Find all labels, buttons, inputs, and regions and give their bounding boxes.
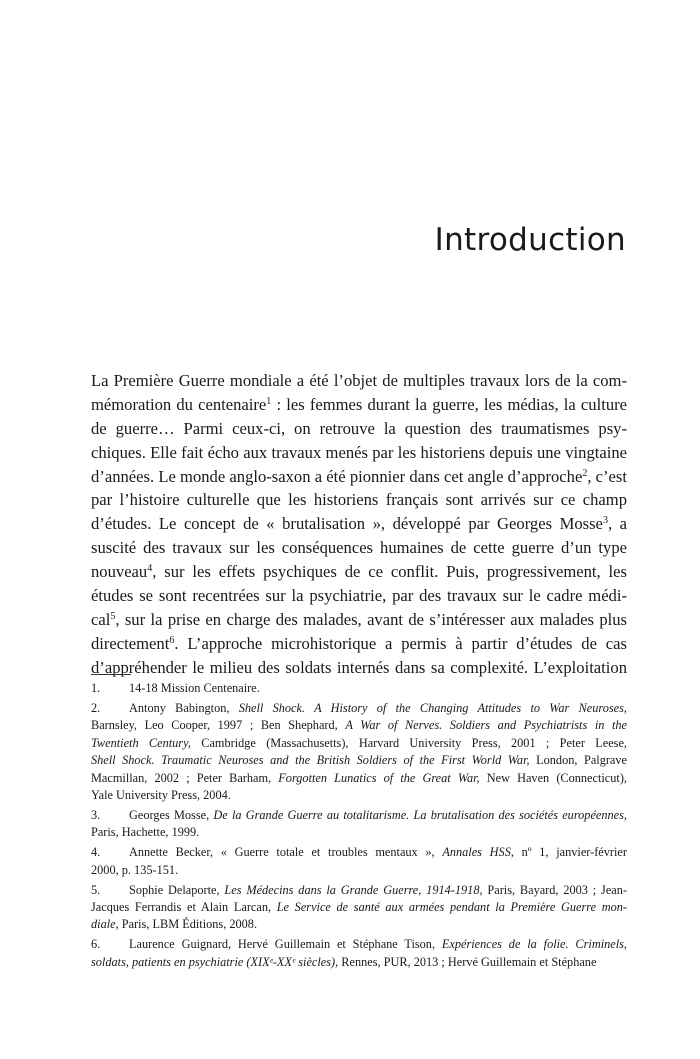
citation-title: Annales HSS, xyxy=(442,845,514,860)
chapter-title: Introduction xyxy=(434,222,626,258)
footnote-line xyxy=(91,752,627,769)
body-line xyxy=(91,560,627,584)
body-text-segment: . L’approche microhistorique a permis à partir d’études de cas xyxy=(174,633,627,653)
footnote-line xyxy=(91,936,627,953)
footnote-text: Paris, Bayard, 2003 ; Jean- xyxy=(482,882,627,897)
footnote-reference[interactable]: 1 xyxy=(266,395,272,407)
footnote-text: Antony Babington, xyxy=(129,700,239,715)
footnote-line xyxy=(91,844,627,861)
footnote-text: Laurence Guignard, Hervé Guillemain et Stéphane Tison, xyxy=(129,937,442,952)
footnote xyxy=(91,936,627,971)
footnote-line xyxy=(91,899,627,916)
footnote xyxy=(91,700,627,804)
footnote-text: Jacques Ferrandis et Alain Larcan, xyxy=(91,900,277,915)
body-line: chiques. Elle fait écho aux travaux menés par les historiens depuis une vingtaine xyxy=(91,442,627,462)
body-line: par l’histoire culturelle que les historiens français sont arrivés sur ce champ xyxy=(91,490,627,510)
body-line xyxy=(91,608,627,632)
footnote-line xyxy=(91,807,627,824)
footnote xyxy=(91,844,627,879)
body-text-segment: cal xyxy=(91,609,111,629)
body-line: d’appréhender le milieu des soldats internés dans sa complexité. L’exploitation xyxy=(91,657,627,677)
footnote-number: 6. xyxy=(91,937,101,952)
citation-title: Shell Shock. Traumatic Neuroses and the British Soldiers of the First World War, xyxy=(91,753,530,768)
body-line xyxy=(91,512,627,536)
footnote-reference[interactable]: 6 xyxy=(169,634,175,646)
body-line: études se sont recentrées sur la psychiatrie, par des travaux sur le cadre médi- xyxy=(91,586,627,606)
footnote-number: 5. xyxy=(91,882,101,897)
citation-title: Expériences de la folie. Criminels, xyxy=(441,937,627,952)
footnote-text: 14-18 Mission Centenaire. xyxy=(129,681,260,695)
footnote-text: Sophie Delaporte, xyxy=(129,882,225,897)
citation-title: Twentieth Century, xyxy=(91,735,191,750)
footnote-text: Paris, Hachette, 1999. xyxy=(91,825,200,840)
body-text-segment: directement xyxy=(91,633,170,653)
footnote-text: Macmillan, 2002 ; Peter Barham, xyxy=(91,770,279,785)
footnote xyxy=(91,680,627,697)
footnote-number: 2. xyxy=(91,700,101,715)
footnote-separator xyxy=(91,674,131,675)
footnote-number: 1. xyxy=(91,681,101,695)
body-text-segment: mémoration du centenaire xyxy=(91,394,267,414)
citation-title: Le Service de santé aux armées pendant la Première Guerre mon- xyxy=(276,900,627,915)
footnote-text: nº 1, janvier-février xyxy=(513,845,627,860)
footnote-line xyxy=(91,954,627,971)
body-text-segment: , c’est xyxy=(587,466,627,486)
citation-title: soldats, patients en psychiatrie (XIXᵉ-XXᵉ siècles), xyxy=(91,954,339,969)
body-text-segment: , a xyxy=(607,514,627,534)
footnote xyxy=(91,807,627,842)
footnotes xyxy=(91,680,627,974)
footnote-line xyxy=(91,717,627,734)
body-line: de guerre… Parmi ceux-ci, on retrouve la question des traumatismes psy- xyxy=(91,418,627,438)
citation-title: De la Grande Guerre au totalitarisme. La brutalisation des sociétés européennes, xyxy=(213,807,627,822)
footnote-line xyxy=(91,735,627,752)
body-line xyxy=(91,465,627,489)
footnote-text: 2000, p. 135-151. xyxy=(91,862,179,877)
footnote-line xyxy=(91,770,627,787)
body-line xyxy=(91,632,627,656)
citation-title: Les Médecins dans la Grande Guerre, 1914-1918, xyxy=(224,882,483,897)
footnote-reference[interactable]: 2 xyxy=(582,467,588,479)
footnote-line xyxy=(91,787,627,804)
body-text-segment: : les femmes durant la guerre, les médias, la culture xyxy=(271,394,628,414)
footnote-text: Cambridge (Massachusetts), Harvard University Press, 2001 ; Peter Leese, xyxy=(190,735,627,750)
footnote-number: 4. xyxy=(91,845,101,860)
footnote-reference[interactable]: 3 xyxy=(602,515,608,527)
footnote-text: Yale University Press, 2004. xyxy=(91,787,231,802)
footnote-text: Annette Becker, « Guerre totale et troubles mentaux », xyxy=(129,845,443,860)
body-line xyxy=(91,393,627,417)
citation-title: Shell Shock. A History of the Changing Attitudes to War Neuroses, xyxy=(238,700,627,715)
body-text-segment: d’études. Le concept de « brutalisation », développé par Georges Mosse xyxy=(91,514,603,534)
footnote-number: 3. xyxy=(91,807,101,822)
body-text-segment: , sur les effets psychiques de ce conflit. Puis, progressivement, les xyxy=(152,562,627,582)
body-text-segment: , sur la prise en charge des malades, avant de s’intéresser aux malades plus xyxy=(115,609,627,629)
footnote-reference[interactable]: 5 xyxy=(110,610,116,622)
footnote-text: New Haven (Connecticut), xyxy=(479,770,627,785)
footnote-text: Barnsley, Leo Cooper, 1997 ; Ben Shephard, xyxy=(91,718,346,733)
citation-title: Forgotten Lunatics of the Great War, xyxy=(278,770,480,785)
body-line: La Première Guerre mondiale a été l’objet de multiples travaux lors de la com- xyxy=(91,371,627,390)
body-text-segment: nouveau xyxy=(91,562,148,582)
body-text-segment: d’années. Le monde anglo-saxon a été pionnier dans cet angle d’approche xyxy=(91,466,583,486)
footnote-line xyxy=(91,862,627,879)
citation-title: diale, xyxy=(91,917,119,932)
footnote-line xyxy=(91,680,627,697)
footnote-line xyxy=(91,700,627,717)
footnote xyxy=(91,882,627,934)
footnote-text: London, Palgrave xyxy=(529,753,627,768)
footnote-text: Paris, LBM Éditions, 2008. xyxy=(118,917,258,932)
footnote-text: Rennes, PUR, 2013 ; Hervé Guillemain et Stéphane xyxy=(338,954,597,969)
footnote-line xyxy=(91,916,627,933)
citation-title: A War of Nerves. Soldiers and Psychiatrists in the xyxy=(345,718,628,733)
body-paragraph xyxy=(91,369,627,680)
footnote-text: Georges Mosse, xyxy=(129,807,214,822)
body-line: suscité des travaux sur les conséquences humaines de cette guerre d’un type xyxy=(91,538,627,558)
footnote-reference[interactable]: 4 xyxy=(147,563,153,575)
footnote-line xyxy=(91,824,627,841)
footnote-line xyxy=(91,882,627,899)
